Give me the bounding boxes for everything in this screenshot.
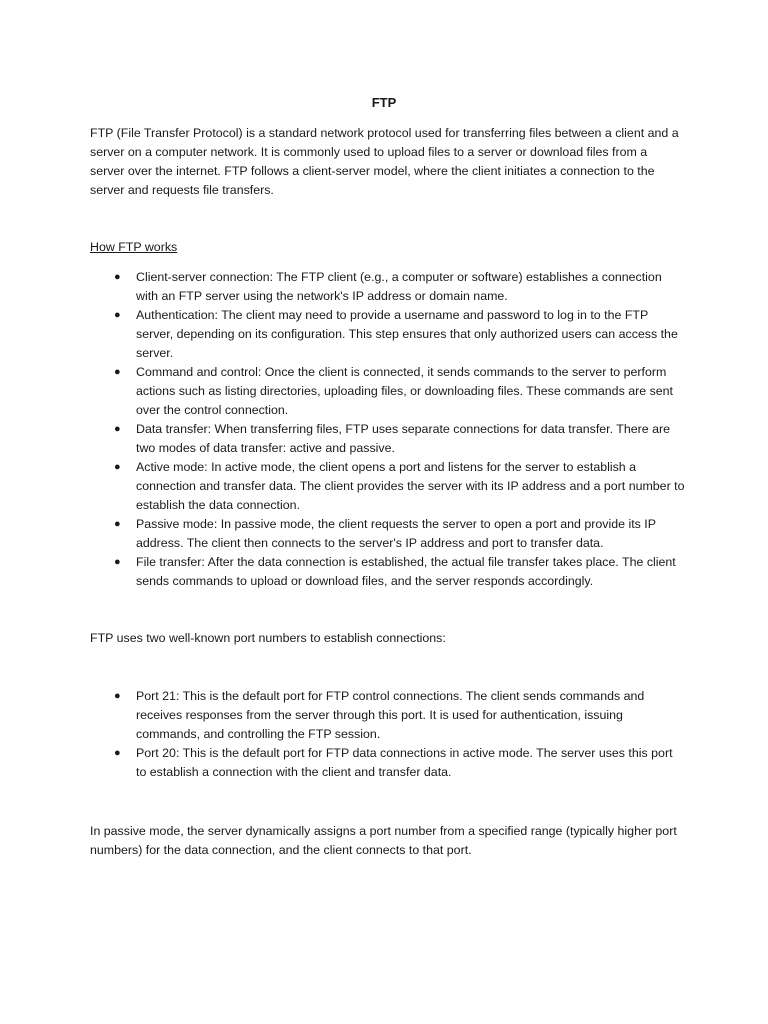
- list-item-text: Port 20: This is the default port for FTP data connections in active mode. The server uses this port to establish a connection with the client and transfer data.: [136, 746, 673, 779]
- bullet-icon: ●: [114, 271, 121, 283]
- list-item: [90, 687, 686, 744]
- list-item: [90, 420, 686, 458]
- bullet-icon: ●: [114, 518, 121, 530]
- bullet-icon: ●: [114, 461, 121, 473]
- bullet-icon: ●: [114, 556, 121, 568]
- list-item-text: Command and control: Once the client is connected, it sends commands to the server to perform actions such as listing directories, uploading files, or downloading files. These commands are sent over the control connection.: [136, 365, 673, 417]
- how-ftp-works-heading: How FTP works: [90, 240, 178, 254]
- bullet-icon: ●: [114, 309, 121, 321]
- intro-paragraph: FTP (File Transfer Protocol) is a standard network protocol used for transferring files between a client and a server on a computer network. It is commonly used to upload files to a server or download files from a server over the internet. FTP follows a client-server model, where the client initiates a connection to the server and requests file transfers.: [90, 126, 679, 197]
- bullet-icon: ●: [114, 366, 121, 378]
- list-item-text: Active mode: In active mode, the client opens a port and listens for the server to establish a connection and transfer data. The client provides the server with its IP address and a port number to establish the data connection.: [136, 460, 685, 512]
- port-list: [90, 687, 686, 782]
- list-item-text: Authentication: The client may need to provide a username and password to log in to the FTP server, depending on its configuration. This step ensures that only authorized users can access the server.: [136, 308, 678, 360]
- list-item: [90, 553, 686, 591]
- passive-mode-paragraph: In passive mode, the server dynamically assigns a port number from a specified range (typically higher port numbers) for the data connection, and the client connects to that port.: [90, 824, 677, 857]
- ports-intro-paragraph: FTP uses two well-known port numbers to establish connections:: [90, 631, 446, 645]
- bullet-icon: ●: [114, 747, 121, 759]
- list-item: [90, 306, 686, 363]
- list-item-text: File transfer: After the data connection is established, the actual file transfer takes place. The client sends commands to upload or download files, and the server responds accordingly.: [136, 555, 676, 588]
- bullet-icon: ●: [114, 423, 121, 435]
- bullet-icon: ●: [114, 690, 121, 702]
- list-item: [90, 744, 686, 782]
- list-item: [90, 363, 686, 420]
- list-item: [90, 268, 686, 306]
- list-item-text: Client-server connection: The FTP client (e.g., a computer or software) establishes a connection with an FTP server using the network's IP address or domain name.: [136, 270, 662, 303]
- list-item-text: Data transfer: When transferring files, FTP uses separate connections for data transfer. There are two modes of data transfer: active and passive.: [136, 422, 670, 455]
- list-item: [90, 515, 686, 553]
- document-title: FTP: [371, 95, 397, 110]
- list-item-text: Port 21: This is the default port for FTP control connections. The client sends commands and receives responses from the server through this port. It is used for authentication, issuing commands, and controlling the FTP session.: [136, 689, 645, 741]
- how-ftp-works-list: [90, 268, 686, 591]
- list-item: [90, 458, 686, 515]
- list-item-text: Passive mode: In passive mode, the client requests the server to open a port and provide its IP address. The client then connects to the server's IP address and port to transfer data.: [136, 517, 656, 550]
